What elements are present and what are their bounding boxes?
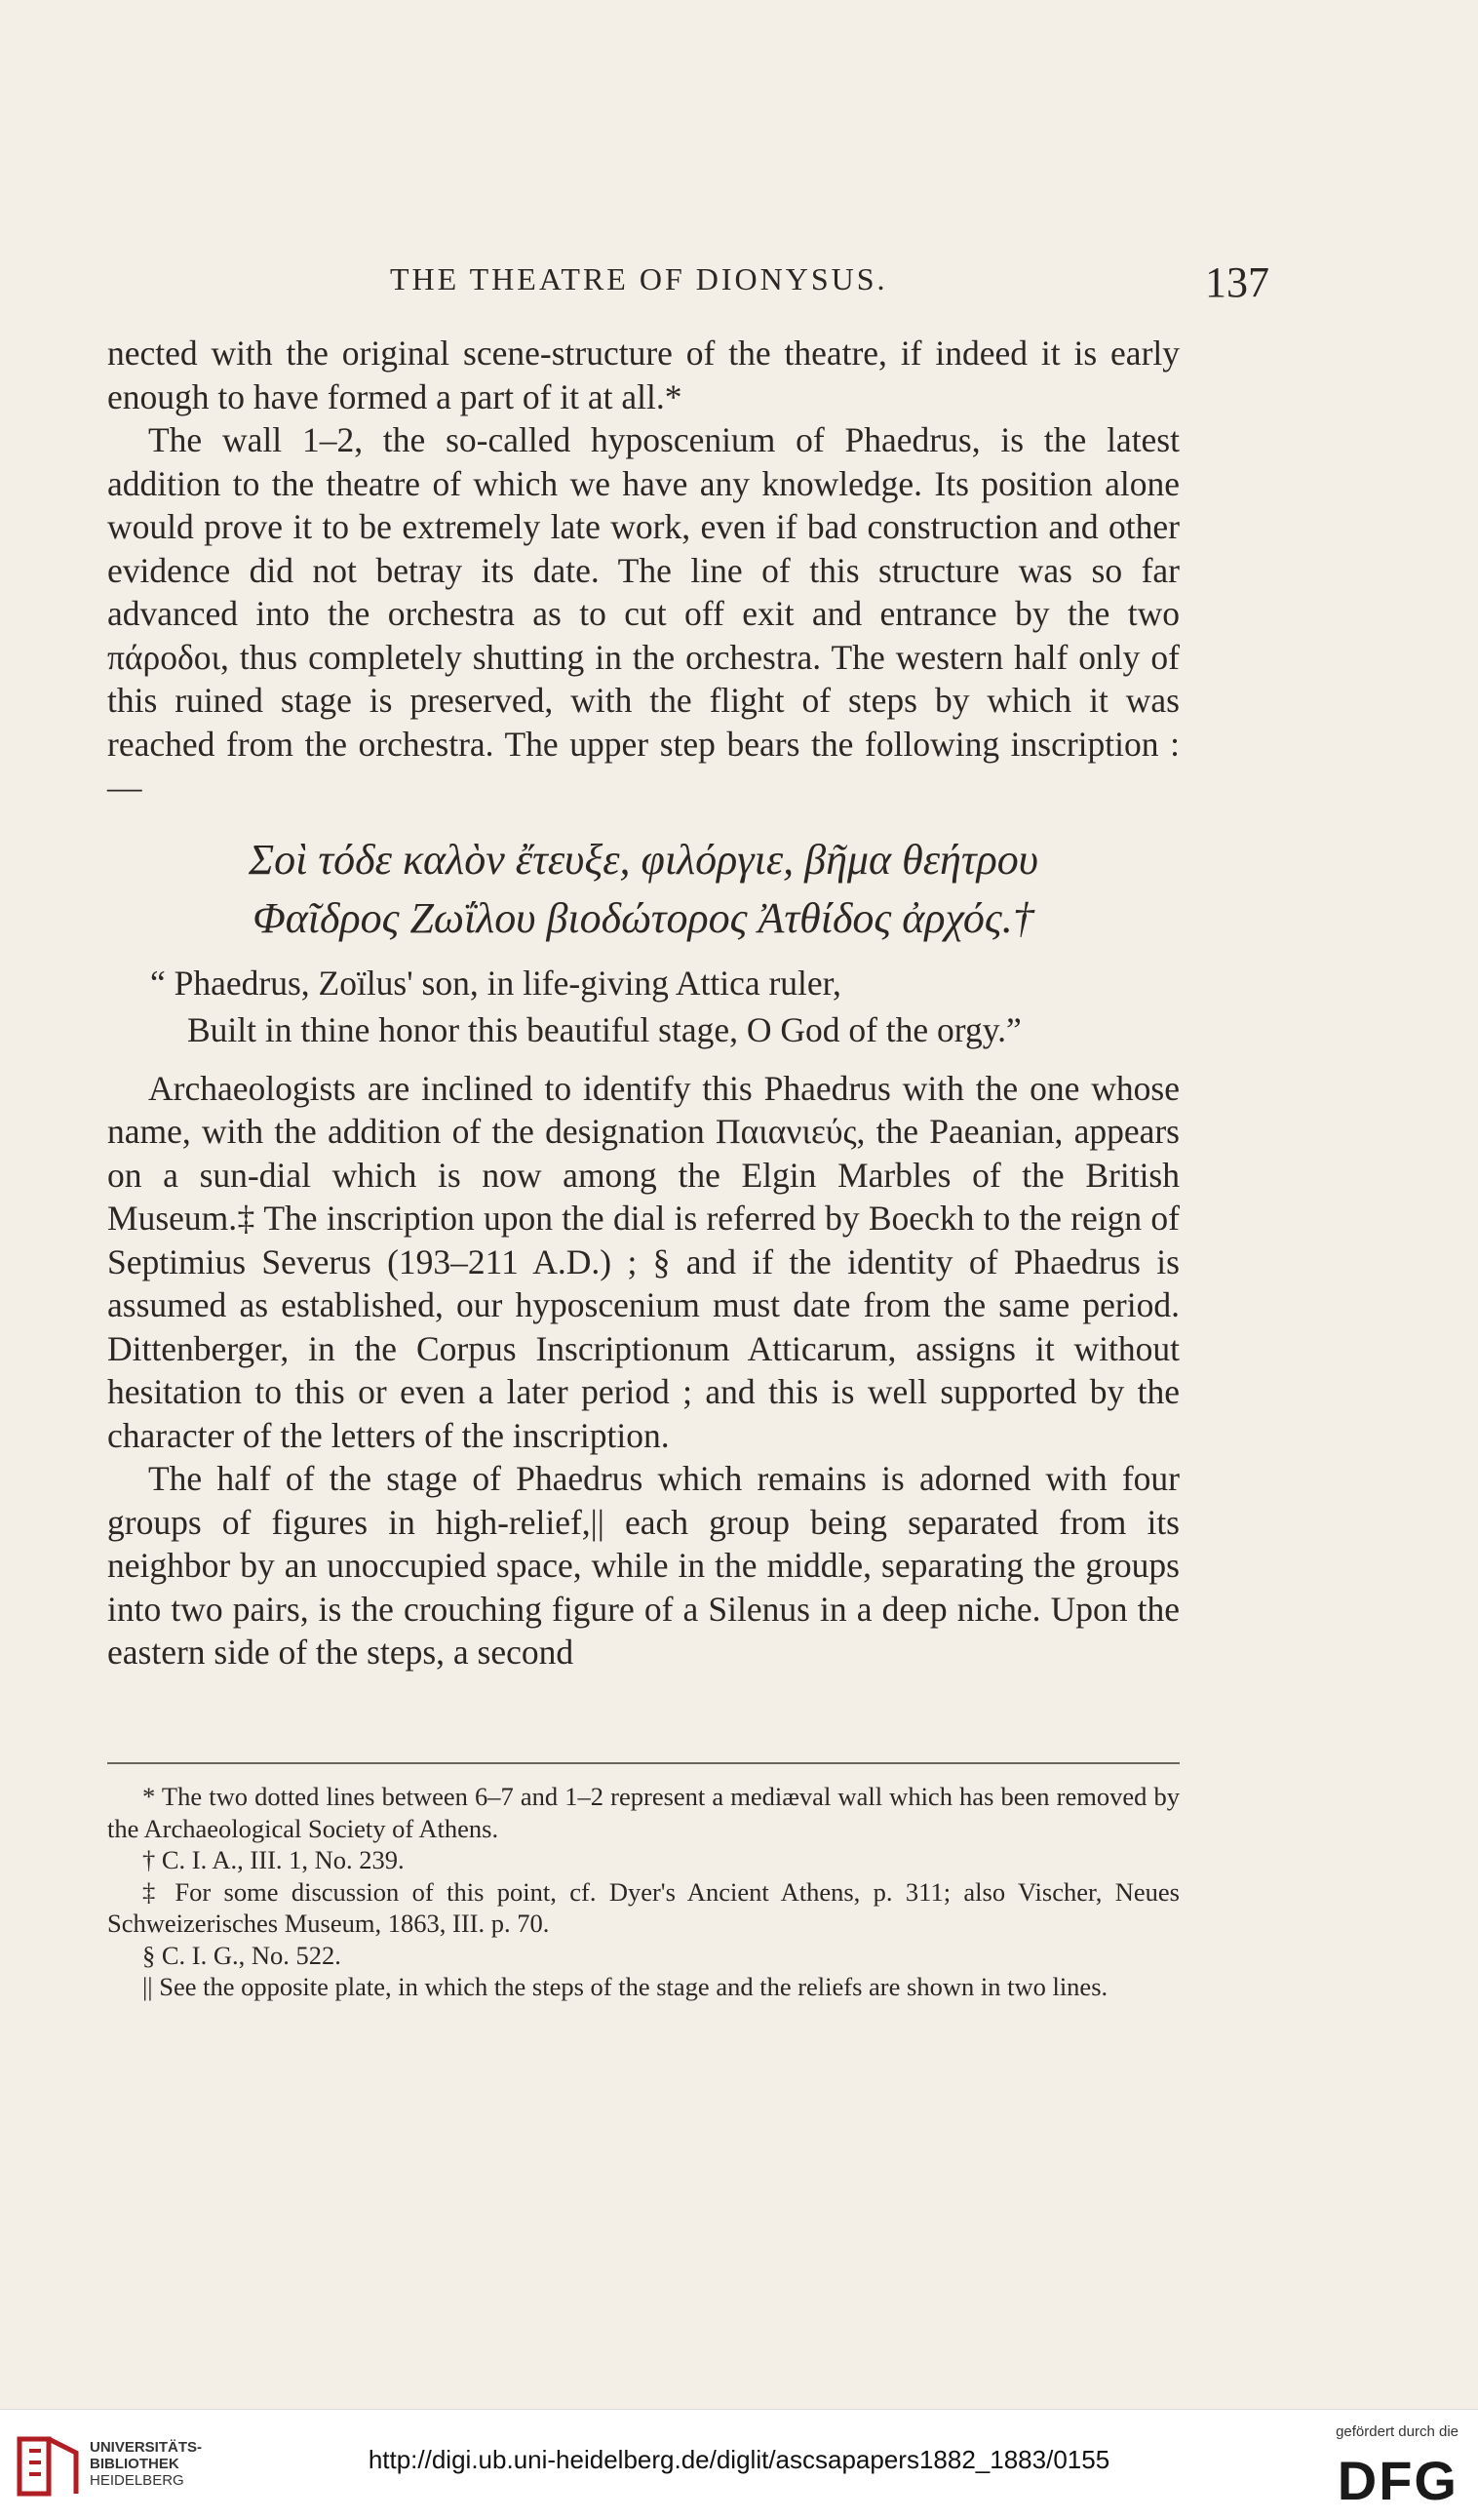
verse-line-1: “ Phaedrus, Zoïlus' son, in life-giving Attica ruler,: [150, 963, 841, 1003]
university-library-name: UNIVERSITÄTS- BIBLIOTHEK HEIDELBERG: [90, 2439, 203, 2489]
digitization-footer: [0, 2409, 1478, 2520]
footnote-5: || See the opposite plate, in which the steps of the stage and the reliefs are shown in two lines.: [142, 1972, 1108, 2001]
paragraph-1: nected with the original scene-structure of the theatre, if indeed it is early enough to have formed a part of it at all.*: [107, 334, 1180, 416]
dfg-logo: DFG: [1337, 2450, 1459, 2511]
greek-inscription-line-2: Φαῖδρος Ζωΐλου βιοδώτορος Ἀτθίδος ἀρχός.†: [253, 893, 1034, 942]
verse-line-2: Built in thine honor this beautiful stage, O God of the orgy.”: [187, 1009, 1022, 1049]
body-text: [107, 332, 1180, 1674]
footnote-2: † C. I. A., III. 1, No. 239.: [142, 1845, 405, 1874]
verse-translation: [107, 960, 1180, 1053]
footnote-1: * The two dotted lines between 6–7 and 1–2 represent a mediæval wall which has been removed by the Archaeological Society of Athens.: [107, 1782, 1180, 1843]
paragraph-3: Archaeologists are inclined to identify this Phaedrus with the one whose name, with the addition of the designation Παιανιεύς, the Paeanian, appears on a sun-dial which is now among the Elgin Marbles of the British Museum.‡ The inscription upon the dial is referred by Boeckh to the reign of Septimius Severus (193–211 A.D.) ; § and if the identity of Phaedrus is assumed as established, our hyposcenium must date from the same period. Dittenberger, in the Corpus Inscriptionum Atticarum, assigns it without hesitation to this or even a later period ; and this is well supported by the character of the letters of the inscription.: [107, 1068, 1180, 1455]
footnote-rule: [107, 1762, 1180, 1764]
funder-caption: gefördert durch die: [1336, 2423, 1459, 2440]
footnote-4: § C. I. G., No. 522.: [142, 1940, 341, 1970]
running-head-title: THE THEATRE OF DIONYSUS.: [390, 261, 888, 296]
page-number: 137: [1205, 258, 1269, 306]
footnotes: [107, 1781, 1180, 2003]
source-url-link[interactable]: http://digi.ub.uni-heidelberg.de/diglit/ascsapapers1882_1883/0155: [368, 2445, 1110, 2474]
paragraph-2: The wall 1–2, the so-called hyposcenium of Phaedrus, is the latest addition to the theatre of which we have any knowledge. Its position alone would prove it to be extremely late work, even if bad construction and other evidence did not betray its date. The line of this structure was so far advanced into the orchestra as to cut off exit and entrance by the two πάροδοι, thus completely shutting in the orchestra. The western half only of this ruined stage is preserved, with the flight of steps by which it was reached from the orchestra. The upper step bears the following inscription : —: [107, 420, 1180, 807]
greek-inscription-line-1: Σοὶ τόδε καλὸν ἔτευξε, φιλόργιε, βῆμα θεήτρου: [249, 835, 1038, 884]
paragraph-4: The half of the stage of Phaedrus which remains is adorned with four groups of figures in high-relief,|| each group being separated from its neighbor by an unoccupied space, while in the middle, separating the groups into two pairs, is the crouching figure of a Silenus in a deep niche. Upon the eastern side of the steps, a second: [107, 1459, 1180, 1672]
footnote-3: ‡ For some discussion of this point, cf. Dyer's Ancient Athens, p. 311; also Vischer, Neues Schweizerisches Museum, 1863, III. p. 70.: [107, 1876, 1180, 1938]
greek-inscription: [107, 831, 1180, 948]
